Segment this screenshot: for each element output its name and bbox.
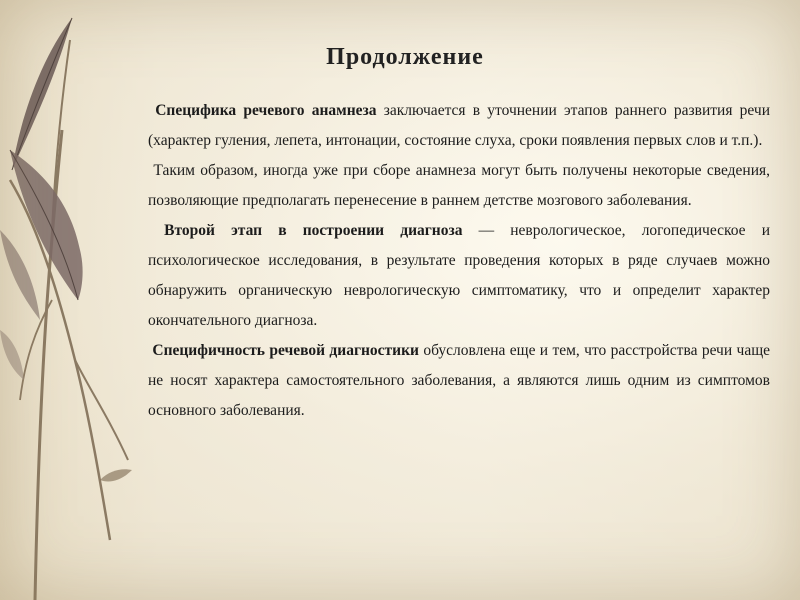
paragraph-anamnesis-info	[148, 156, 770, 216]
paragraph-bold-lead: Второй этап в построении диагноза	[164, 222, 463, 239]
paragraph-text: Таким образом, иногда уже при сборе анамнеза могут быть получены некоторые сведения, позволяющие предполагать перенесение в раннем детстве мозгового заболевания.	[148, 162, 771, 209]
paragraph-text: обусловлена еще и тем, что расстройства речи чаще не носят характера самостоятельного заболевания, а являются лишь одним из симптомов основного заболевания.	[148, 342, 771, 419]
paragraph-bold-lead: Специфика речевого анамнеза	[155, 102, 377, 119]
paragraph-bold-lead: Специфичность речевой диагностики	[152, 342, 419, 359]
paragraph-text: заключается в уточнении этапов раннего развития речи (характер гуления, лепета, интонации, состояние слуха, сроки появления первых слов и т.п.).	[148, 102, 771, 149]
paragraph-speech-anamnesis	[148, 96, 770, 156]
paragraph-text: — неврологическое, логопедическое и психологическое исследования, в результате проведения которых в ряде случаев можно обнаружить органическую неврологическую симптоматику, что и определит характер окончательного диагноза.	[148, 222, 770, 329]
slide-title: Продолжение	[326, 44, 484, 70]
paragraph-second-stage	[148, 216, 770, 336]
dried-leaf-branch-icon	[0, 0, 150, 600]
paragraph-diagnostics-specificity	[148, 336, 770, 426]
slide-body	[148, 96, 770, 426]
